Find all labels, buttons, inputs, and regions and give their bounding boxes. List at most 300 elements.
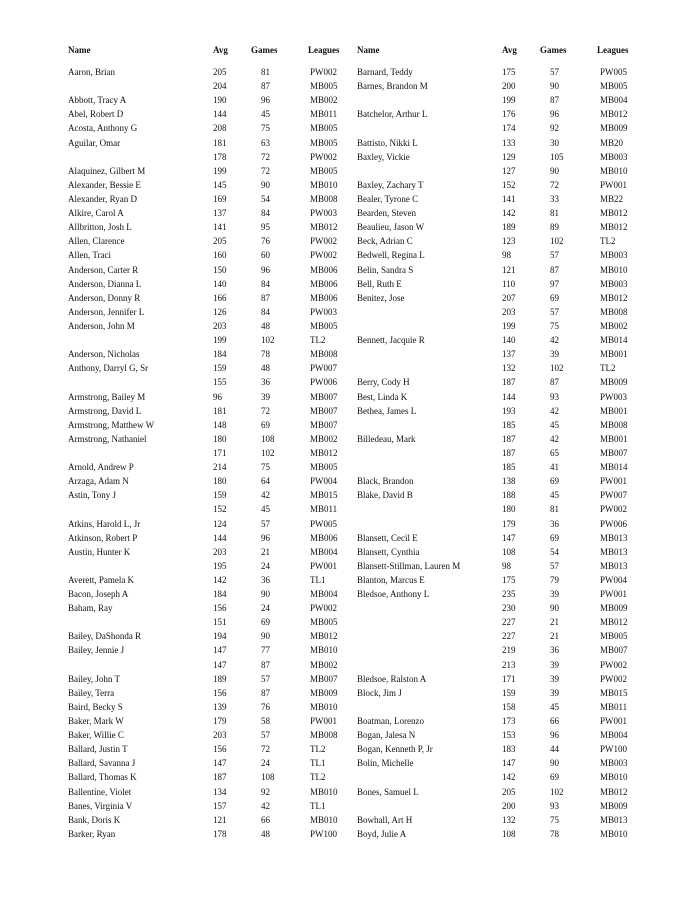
- left-name-cell: Ballentine, Violet: [68, 786, 132, 797]
- left-avg-cell: 178: [213, 828, 227, 839]
- left-league-cell: PW002: [310, 250, 337, 261]
- left-games-cell: 36: [261, 377, 270, 388]
- right-league-cell: MB003: [600, 151, 628, 162]
- right-games-cell: 69: [550, 476, 559, 487]
- right-league-cell: MB015: [600, 687, 628, 698]
- right-league-cell: MB013: [600, 546, 628, 557]
- header-avg-right: Avg: [502, 45, 517, 55]
- table-row: [0, 206, 699, 220]
- left-league-cell: MB002: [310, 95, 338, 106]
- right-league-cell: MB001: [600, 433, 628, 444]
- table-row: [0, 756, 699, 770]
- right-avg-cell: 108: [502, 546, 516, 557]
- right-avg-cell: 132: [502, 363, 516, 374]
- right-games-cell: 92: [550, 123, 559, 134]
- left-league-cell: MB008: [310, 349, 338, 360]
- left-league-cell: TL2: [310, 744, 326, 755]
- left-avg-cell: 180: [213, 433, 227, 444]
- left-name-cell: Ballard, Thomas K: [68, 772, 137, 783]
- right-league-cell: MB009: [600, 123, 628, 134]
- left-league-cell: TL2: [310, 772, 326, 783]
- table-row: [0, 164, 699, 178]
- right-games-cell: 81: [550, 208, 559, 219]
- table-row: [0, 488, 699, 502]
- left-games-cell: 108: [261, 433, 275, 444]
- right-avg-cell: 200: [502, 81, 516, 92]
- left-name-cell: Anthony, Darryl G, Sr: [68, 363, 149, 374]
- header-leagues-left: Leagues: [308, 45, 340, 55]
- left-avg-cell: 180: [213, 476, 227, 487]
- left-avg-cell: 141: [213, 222, 227, 233]
- right-games-cell: 39: [550, 687, 559, 698]
- left-avg-cell: 171: [213, 447, 227, 458]
- left-games-cell: 45: [261, 504, 270, 515]
- right-games-cell: 72: [550, 179, 559, 190]
- right-name-cell: Barnard, Teddy: [357, 67, 413, 77]
- left-avg-cell: 155: [213, 377, 227, 388]
- left-league-cell: MB005: [310, 462, 338, 473]
- header-name-right: Name: [357, 45, 380, 55]
- table-row: [0, 770, 699, 784]
- right-games-cell: 65: [550, 447, 559, 458]
- left-name-cell: Baham, Ray: [68, 603, 113, 614]
- left-league-cell: MB010: [310, 786, 338, 797]
- left-league-cell: PW002: [310, 67, 337, 77]
- left-avg-cell: 208: [213, 123, 227, 134]
- left-league-cell: MB002: [310, 433, 338, 444]
- table-row: [0, 150, 699, 164]
- right-name-cell: Bearden, Steven: [357, 208, 416, 219]
- left-games-cell: 57: [261, 730, 270, 741]
- right-games-cell: 96: [550, 730, 559, 741]
- right-name-cell: Blansett-Stillman, Lauren M: [357, 560, 461, 571]
- right-games-cell: 79: [550, 574, 559, 585]
- right-league-cell: MB001: [600, 349, 628, 360]
- left-avg-cell: 152: [213, 504, 227, 515]
- right-avg-cell: 230: [502, 603, 516, 614]
- left-avg-cell: 144: [213, 532, 227, 543]
- left-avg-cell: 126: [213, 306, 227, 317]
- right-name-cell: Baxley, Zachary T: [357, 179, 424, 190]
- right-avg-cell: 227: [502, 631, 516, 642]
- left-league-cell: TL2: [310, 335, 326, 346]
- left-games-cell: 96: [261, 532, 270, 543]
- right-games-cell: 75: [550, 814, 559, 825]
- right-games-cell: 93: [550, 800, 559, 811]
- left-avg-cell: 203: [213, 730, 227, 741]
- right-name-cell: Baxley, Vickie: [357, 151, 410, 162]
- right-avg-cell: 203: [502, 306, 516, 317]
- right-league-cell: PW006: [600, 518, 627, 529]
- right-name-cell: Best, Linda K: [357, 391, 408, 402]
- left-games-cell: 90: [261, 179, 270, 190]
- left-games-cell: 54: [261, 193, 270, 204]
- right-avg-cell: 187: [502, 377, 516, 388]
- left-avg-cell: 189: [213, 673, 227, 684]
- right-league-cell: MB014: [600, 462, 628, 473]
- right-avg-cell: 142: [502, 208, 516, 219]
- left-games-cell: 96: [261, 264, 270, 275]
- left-games-cell: 48: [261, 363, 270, 374]
- right-league-cell: MB012: [600, 292, 628, 303]
- left-league-cell: MB012: [310, 447, 338, 458]
- left-avg-cell: 156: [213, 603, 227, 614]
- left-league-cell: MB007: [310, 405, 338, 416]
- left-games-cell: 60: [261, 250, 270, 261]
- left-games-cell: 92: [261, 786, 270, 797]
- right-games-cell: 105: [550, 151, 564, 162]
- right-avg-cell: 129: [502, 151, 516, 162]
- left-avg-cell: 159: [213, 490, 227, 501]
- right-avg-cell: 199: [502, 95, 516, 106]
- left-league-cell: MB009: [310, 687, 338, 698]
- right-games-cell: 69: [550, 292, 559, 303]
- left-league-cell: MB006: [310, 278, 338, 289]
- table-row: [0, 248, 699, 262]
- left-league-cell: MB005: [310, 137, 338, 148]
- right-league-cell: MB007: [600, 447, 628, 458]
- left-name-cell: Arnold, Andrew P: [68, 462, 134, 473]
- left-avg-cell: 156: [213, 687, 227, 698]
- left-games-cell: 69: [261, 617, 270, 628]
- right-league-cell: MB009: [600, 603, 628, 614]
- left-league-cell: MB012: [310, 631, 338, 642]
- left-avg-cell: 204: [213, 81, 227, 92]
- right-name-cell: Block, Jim J: [357, 687, 402, 698]
- right-league-cell: MB012: [600, 208, 628, 219]
- left-name-cell: Abel, Robert D: [68, 109, 124, 120]
- right-games-cell: 96: [550, 109, 559, 120]
- right-games-cell: 90: [550, 81, 559, 92]
- right-avg-cell: 205: [502, 786, 516, 797]
- right-avg-cell: 138: [502, 476, 516, 487]
- left-league-cell: MB006: [310, 264, 338, 275]
- left-avg-cell: 147: [213, 659, 227, 670]
- table-row: [0, 404, 699, 418]
- table-row: [0, 361, 699, 375]
- left-games-cell: 108: [261, 772, 275, 783]
- left-avg-cell: 96: [213, 391, 222, 402]
- table-row: [0, 813, 699, 827]
- left-avg-cell: 181: [213, 405, 227, 416]
- right-games-cell: 39: [550, 673, 559, 684]
- right-avg-cell: 227: [502, 617, 516, 628]
- right-name-cell: Billedeau, Mark: [357, 433, 416, 444]
- right-league-cell: MB013: [600, 532, 628, 543]
- right-league-cell: MB011: [600, 701, 628, 712]
- right-games-cell: 69: [550, 772, 559, 783]
- right-league-cell: MB014: [600, 335, 628, 346]
- right-league-cell: MB003: [600, 278, 628, 289]
- left-avg-cell: 194: [213, 631, 227, 642]
- left-avg-cell: 144: [213, 109, 227, 120]
- right-games-cell: 57: [550, 67, 559, 77]
- left-name-cell: Bailey, Terra: [68, 687, 115, 698]
- right-name-cell: Berry, Cody H: [357, 377, 410, 388]
- right-games-cell: 45: [550, 490, 559, 501]
- right-league-cell: MB010: [600, 165, 628, 176]
- table-row: [0, 629, 699, 643]
- table-row: [0, 573, 699, 587]
- table-row: [0, 672, 699, 686]
- left-league-cell: MB008: [310, 730, 338, 741]
- table-row: [0, 446, 699, 460]
- left-name-cell: Anderson, Nicholas: [68, 349, 140, 360]
- table-row: [0, 65, 699, 79]
- right-avg-cell: 147: [502, 758, 516, 769]
- right-league-cell: PW003: [600, 391, 627, 402]
- left-avg-cell: 169: [213, 193, 227, 204]
- left-name-cell: Abbott, Tracy A: [68, 95, 127, 106]
- right-name-cell: Bolin, Michelle: [357, 758, 414, 769]
- left-avg-cell: 151: [213, 617, 227, 628]
- right-avg-cell: 108: [502, 828, 516, 839]
- left-games-cell: 90: [261, 589, 270, 600]
- left-avg-cell: 190: [213, 95, 227, 106]
- right-games-cell: 36: [550, 645, 559, 656]
- right-games-cell: 21: [550, 631, 559, 642]
- left-league-cell: PW001: [310, 560, 337, 571]
- left-avg-cell: 184: [213, 349, 227, 360]
- left-league-cell: PW002: [310, 236, 337, 247]
- right-name-cell: Belin, Sandra S: [357, 264, 414, 275]
- right-games-cell: 87: [550, 264, 559, 275]
- right-games-cell: 45: [550, 701, 559, 712]
- left-games-cell: 75: [261, 123, 270, 134]
- right-games-cell: 87: [550, 95, 559, 106]
- table-row: [0, 742, 699, 756]
- right-avg-cell: 179: [502, 518, 516, 529]
- left-avg-cell: 137: [213, 208, 227, 219]
- header-avg-left: Avg: [213, 45, 228, 55]
- left-league-cell: MB011: [310, 504, 338, 515]
- table-row: [0, 432, 699, 446]
- right-games-cell: 78: [550, 828, 559, 839]
- right-league-cell: MB012: [600, 109, 628, 120]
- left-avg-cell: 147: [213, 758, 227, 769]
- left-league-cell: PW100: [310, 828, 337, 839]
- right-league-cell: MB009: [600, 800, 628, 811]
- left-avg-cell: 195: [213, 560, 227, 571]
- left-name-cell: Barker, Ryan: [68, 828, 116, 839]
- right-avg-cell: 187: [502, 447, 516, 458]
- right-league-cell: TL2: [600, 236, 616, 247]
- left-games-cell: 72: [261, 405, 270, 416]
- left-name-cell: Arzaga, Adam N: [68, 476, 129, 487]
- left-avg-cell: 184: [213, 589, 227, 600]
- left-games-cell: 69: [261, 419, 270, 430]
- table-row: [0, 418, 699, 432]
- right-games-cell: 97: [550, 278, 559, 289]
- right-avg-cell: 110: [502, 278, 516, 289]
- left-avg-cell: 187: [213, 772, 227, 783]
- table-row: [0, 291, 699, 305]
- left-league-cell: PW004: [310, 476, 337, 487]
- table-row: [0, 700, 699, 714]
- right-games-cell: 45: [550, 419, 559, 430]
- right-avg-cell: 176: [502, 109, 516, 120]
- table-row: [0, 601, 699, 615]
- left-avg-cell: 150: [213, 264, 227, 275]
- table-row: [0, 390, 699, 404]
- right-league-cell: PW001: [600, 476, 627, 487]
- left-name-cell: Baird, Becky S: [68, 701, 123, 712]
- right-games-cell: 36: [550, 518, 559, 529]
- left-league-cell: MB005: [310, 320, 338, 331]
- right-games-cell: 39: [550, 659, 559, 670]
- left-name-cell: Allen, Traci: [68, 250, 112, 261]
- left-league-cell: MB004: [310, 589, 338, 600]
- left-league-cell: MB008: [310, 193, 338, 204]
- left-avg-cell: 203: [213, 320, 227, 331]
- right-avg-cell: 132: [502, 814, 516, 825]
- left-name-cell: Bank, Doris K: [68, 814, 121, 825]
- left-league-cell: PW007: [310, 363, 337, 374]
- right-games-cell: 57: [550, 250, 559, 261]
- right-league-cell: MB003: [600, 250, 628, 261]
- right-games-cell: 30: [550, 137, 559, 148]
- table-row: [0, 192, 699, 206]
- left-avg-cell: 205: [213, 67, 227, 77]
- right-name-cell: Boatman, Lorenzo: [357, 716, 424, 727]
- left-name-cell: Aguilar, Omar: [68, 137, 121, 148]
- right-league-cell: MB005: [600, 81, 628, 92]
- right-games-cell: 75: [550, 320, 559, 331]
- right-league-cell: MB001: [600, 405, 628, 416]
- right-name-cell: Bowhall, Art H: [357, 814, 413, 825]
- table-row: [0, 234, 699, 248]
- table-row: [0, 93, 699, 107]
- right-league-cell: MB010: [600, 264, 628, 275]
- table-row: [0, 799, 699, 813]
- left-league-cell: TL1: [310, 800, 326, 811]
- left-games-cell: 48: [261, 828, 270, 839]
- left-avg-cell: 139: [213, 701, 227, 712]
- right-league-cell: MB012: [600, 222, 628, 233]
- left-name-cell: Bailey, John T: [68, 673, 120, 684]
- left-name-cell: Armstrong, Matthew W: [68, 419, 155, 430]
- right-games-cell: 57: [550, 306, 559, 317]
- table-row: [0, 587, 699, 601]
- left-league-cell: MB015: [310, 490, 338, 501]
- right-league-cell: MB013: [600, 560, 628, 571]
- left-league-cell: PW001: [310, 716, 337, 727]
- right-avg-cell: 235: [502, 589, 516, 600]
- table-row: [0, 785, 699, 799]
- right-name-cell: Bogan, Kenneth P, Jr: [357, 744, 433, 755]
- left-avg-cell: 205: [213, 236, 227, 247]
- right-league-cell: MB22: [600, 193, 624, 204]
- right-avg-cell: 127: [502, 165, 516, 176]
- right-name-cell: Bealer, Tyrone C: [357, 193, 419, 204]
- right-games-cell: 44: [550, 744, 559, 755]
- left-name-cell: Austin, Hunter K: [68, 546, 131, 557]
- right-games-cell: 102: [550, 363, 564, 374]
- left-games-cell: 45: [261, 109, 270, 120]
- left-avg-cell: 134: [213, 786, 227, 797]
- table-row: [0, 502, 699, 516]
- left-avg-cell: 148: [213, 419, 227, 430]
- right-games-cell: 41: [550, 462, 559, 473]
- right-avg-cell: 171: [502, 673, 516, 684]
- right-league-cell: PW005: [600, 67, 627, 77]
- left-name-cell: Bailey, Jennie J: [68, 645, 125, 656]
- right-name-cell: Barnes, Brandon M: [357, 81, 428, 92]
- left-avg-cell: 199: [213, 165, 227, 176]
- right-league-cell: MB004: [600, 95, 628, 106]
- right-avg-cell: 180: [502, 504, 516, 515]
- right-league-cell: PW002: [600, 504, 627, 515]
- left-games-cell: 81: [261, 67, 270, 77]
- table-row: [0, 333, 699, 347]
- left-league-cell: MB007: [310, 419, 338, 430]
- table-row: [0, 474, 699, 488]
- left-games-cell: 87: [261, 659, 270, 670]
- left-avg-cell: 147: [213, 645, 227, 656]
- right-avg-cell: 185: [502, 419, 516, 430]
- right-name-cell: Beaulieu, Jason W: [357, 222, 425, 233]
- right-avg-cell: 193: [502, 405, 516, 416]
- right-avg-cell: 123: [502, 236, 516, 247]
- left-name-cell: Alaquinez, Gilbert M: [68, 165, 146, 176]
- left-league-cell: PW002: [310, 603, 337, 614]
- right-avg-cell: 219: [502, 645, 516, 656]
- left-avg-cell: 181: [213, 137, 227, 148]
- left-games-cell: 78: [261, 349, 270, 360]
- left-games-cell: 48: [261, 320, 270, 331]
- left-name-cell: Alkire, Carol A: [68, 208, 124, 219]
- right-league-cell: PW100: [600, 744, 627, 755]
- right-league-cell: MB010: [600, 772, 628, 783]
- right-avg-cell: 199: [502, 320, 516, 331]
- left-league-cell: PW006: [310, 377, 337, 388]
- left-league-cell: MB005: [310, 81, 338, 92]
- left-name-cell: Anderson, John M: [68, 320, 135, 331]
- right-avg-cell: 133: [502, 137, 516, 148]
- left-avg-cell: 160: [213, 250, 227, 261]
- right-league-cell: PW001: [600, 179, 627, 190]
- left-games-cell: 90: [261, 631, 270, 642]
- left-name-cell: Baker, Mark W: [68, 716, 124, 727]
- right-league-cell: MB002: [600, 320, 628, 331]
- left-name-cell: Anderson, Jennifer L: [68, 306, 145, 317]
- left-games-cell: 87: [261, 687, 270, 698]
- right-league-cell: MB010: [600, 828, 628, 839]
- right-games-cell: 69: [550, 532, 559, 543]
- left-games-cell: 24: [261, 758, 270, 769]
- right-name-cell: Bedwell, Regina L: [357, 250, 425, 261]
- right-avg-cell: 213: [502, 659, 516, 670]
- left-games-cell: 72: [261, 744, 270, 755]
- right-name-cell: Benitez, Jose: [357, 292, 405, 303]
- left-name-cell: Alexander, Ryan D: [68, 193, 138, 204]
- right-league-cell: MB004: [600, 730, 628, 741]
- table-row: [0, 643, 699, 657]
- table-row: [0, 277, 699, 291]
- right-games-cell: 54: [550, 546, 559, 557]
- right-league-cell: PW002: [600, 673, 627, 684]
- right-avg-cell: 175: [502, 67, 516, 77]
- right-avg-cell: 183: [502, 744, 516, 755]
- table-row: [0, 347, 699, 361]
- right-games-cell: 90: [550, 603, 559, 614]
- left-avg-cell: 178: [213, 151, 227, 162]
- left-games-cell: 76: [261, 236, 270, 247]
- table-row: [0, 305, 699, 319]
- right-avg-cell: 188: [502, 490, 516, 501]
- left-avg-cell: 179: [213, 716, 227, 727]
- right-league-cell: MB012: [600, 617, 628, 628]
